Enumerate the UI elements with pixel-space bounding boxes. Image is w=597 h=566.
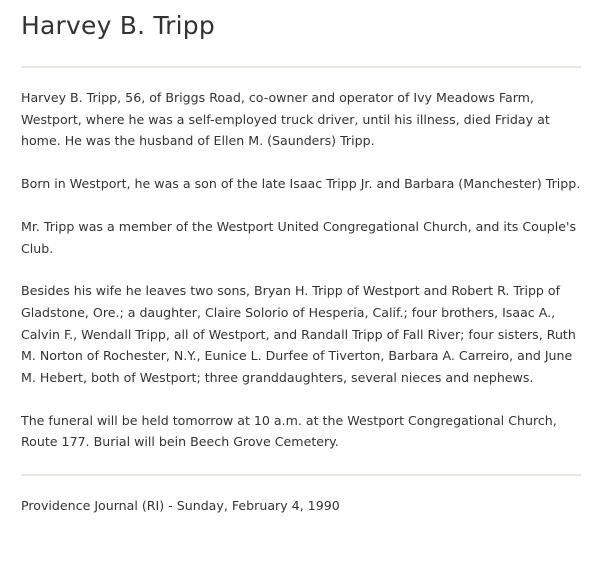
top-divider [21, 66, 581, 68]
paragraph-death-notice: Harvey B. Tripp, 56, of Briggs Road, co-owner and operator of Ivy Meadows Farm, Westport, where he was a self-employed truck driver, until his illness, died Friday at home. He was the husband of Ellen M. (Saunders) Tripp. [21, 90, 550, 149]
paragraph-survivors: Besides his wife he leaves two sons, Bryan H. Tripp of Westport and Robert R. Tripp of Gladstone, Ore.; a daughter, Claire Solorio of Hesperia, Calif.; four brothers, Isaac A., Calvin F., Wendall Tripp, all of Westport, and Randall Tripp of Fall River; four sisters, Ruth M. Norton of Rochester, N.Y., Eunice L. Durfee of Tiverton, Barbara A. Carreiro, and June M. Hebert, both of Westport; three granddaughters, several nieces and nephews. [21, 283, 576, 386]
source-citation: Providence Journal (RI) - Sunday, February 4, 1990 [21, 498, 340, 514]
paragraph-parents: Born in Westport, he was a son of the late Isaac Tripp Jr. and Barbara (Manchester) Tripp. [21, 176, 581, 192]
paragraph-funeral: The funeral will be held tomorrow at 10 a.m. at the Westport Congregational Church, Route 177. Burial will bein Beech Grove Cemetery. [21, 412, 557, 450]
obituary-page [21, 0, 581, 516]
paragraph-church-membership: Mr. Tripp was a member of the Westport United Congregational Church, and its Couple's Club. [21, 218, 577, 256]
page-title: Harvey B. Tripp [21, 11, 215, 40]
bottom-divider [21, 474, 581, 476]
obituary-body [21, 87, 581, 453]
